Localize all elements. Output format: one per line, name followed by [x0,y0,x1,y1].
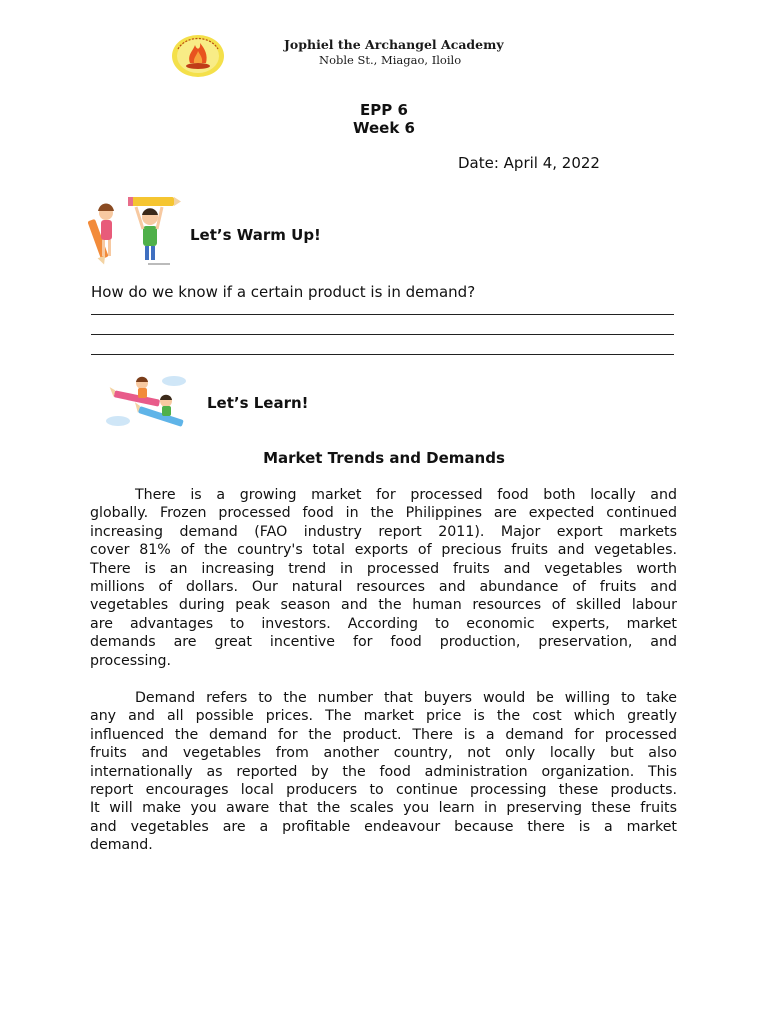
paragraph-line: There is a growing market for processed food both locally and [135,487,677,503]
paragraph-line: and vegetables are a profitable endeavour because there is a market [90,818,677,835]
warm-up-heading: Let’s Warm Up! [190,226,321,244]
article-title: Market Trends and Demands [263,449,505,467]
school-name: Jophiel the Archangel Academy [284,37,504,52]
week-title: Week 6 [353,119,415,137]
paragraph-line: increasing demand (FAO industry report 2011). Major export markets [90,523,677,540]
paragraph-line: any and all possible prices. The market price is the cost which greatly [90,708,677,725]
paragraph-line: cover 81% of the country's total exports of precious fruits and vegetables. [90,542,677,559]
paragraph-line: report encourages local producers to continue processing these products. [90,782,677,799]
paragraph-line: processing. [90,652,171,669]
paragraph-line: It will make you aware that the scales you learn in preserving these fruits [90,800,677,817]
subject-title: EPP 6 [360,101,408,119]
answer-line [91,354,674,355]
paragraph-line: globally. Frozen processed food in the Philippines are expected continued [90,505,677,522]
paragraph-line: vegetables during peak season and the human resources of skilled labour [90,597,677,614]
children-with-pencils-icon [88,193,183,268]
paragraph-line: influenced the demand for the product. There is a demand for processed [90,726,677,743]
paragraph-line: demands are great incentive for food production, preservation, and [90,634,677,651]
warm-up-question: How do we know if a certain product is in demand? [91,283,476,301]
paragraph-line: fruits and vegetables from another country, not only locally but also [90,745,677,762]
answer-line [91,334,674,335]
paragraph-line: internationally as reported by the food administration organization. This [90,763,677,780]
paragraph-line: There is an increasing trend in processed fruits and vegetables worth [90,560,677,577]
paragraph-line: millions of dollars. Our natural resources and abundance of fruits and [90,579,677,596]
school-address: Noble St., Miagao, Iloilo [319,53,462,67]
answer-line [91,314,674,315]
paragraph-1 [90,486,677,670]
paragraph-line: Demand refers to the number that buyers would be willing to take [135,690,677,706]
school-seal-icon [170,33,226,79]
kids-flying-on-pencils-icon [104,373,190,431]
paragraph-2 [90,689,677,855]
date-text: Date: April 4, 2022 [458,154,600,172]
paragraph-line: demand. [90,837,153,854]
paragraph-line: are advantages to investors. According to economic experts, market [90,615,677,632]
lets-learn-heading: Let’s Learn! [207,394,309,412]
